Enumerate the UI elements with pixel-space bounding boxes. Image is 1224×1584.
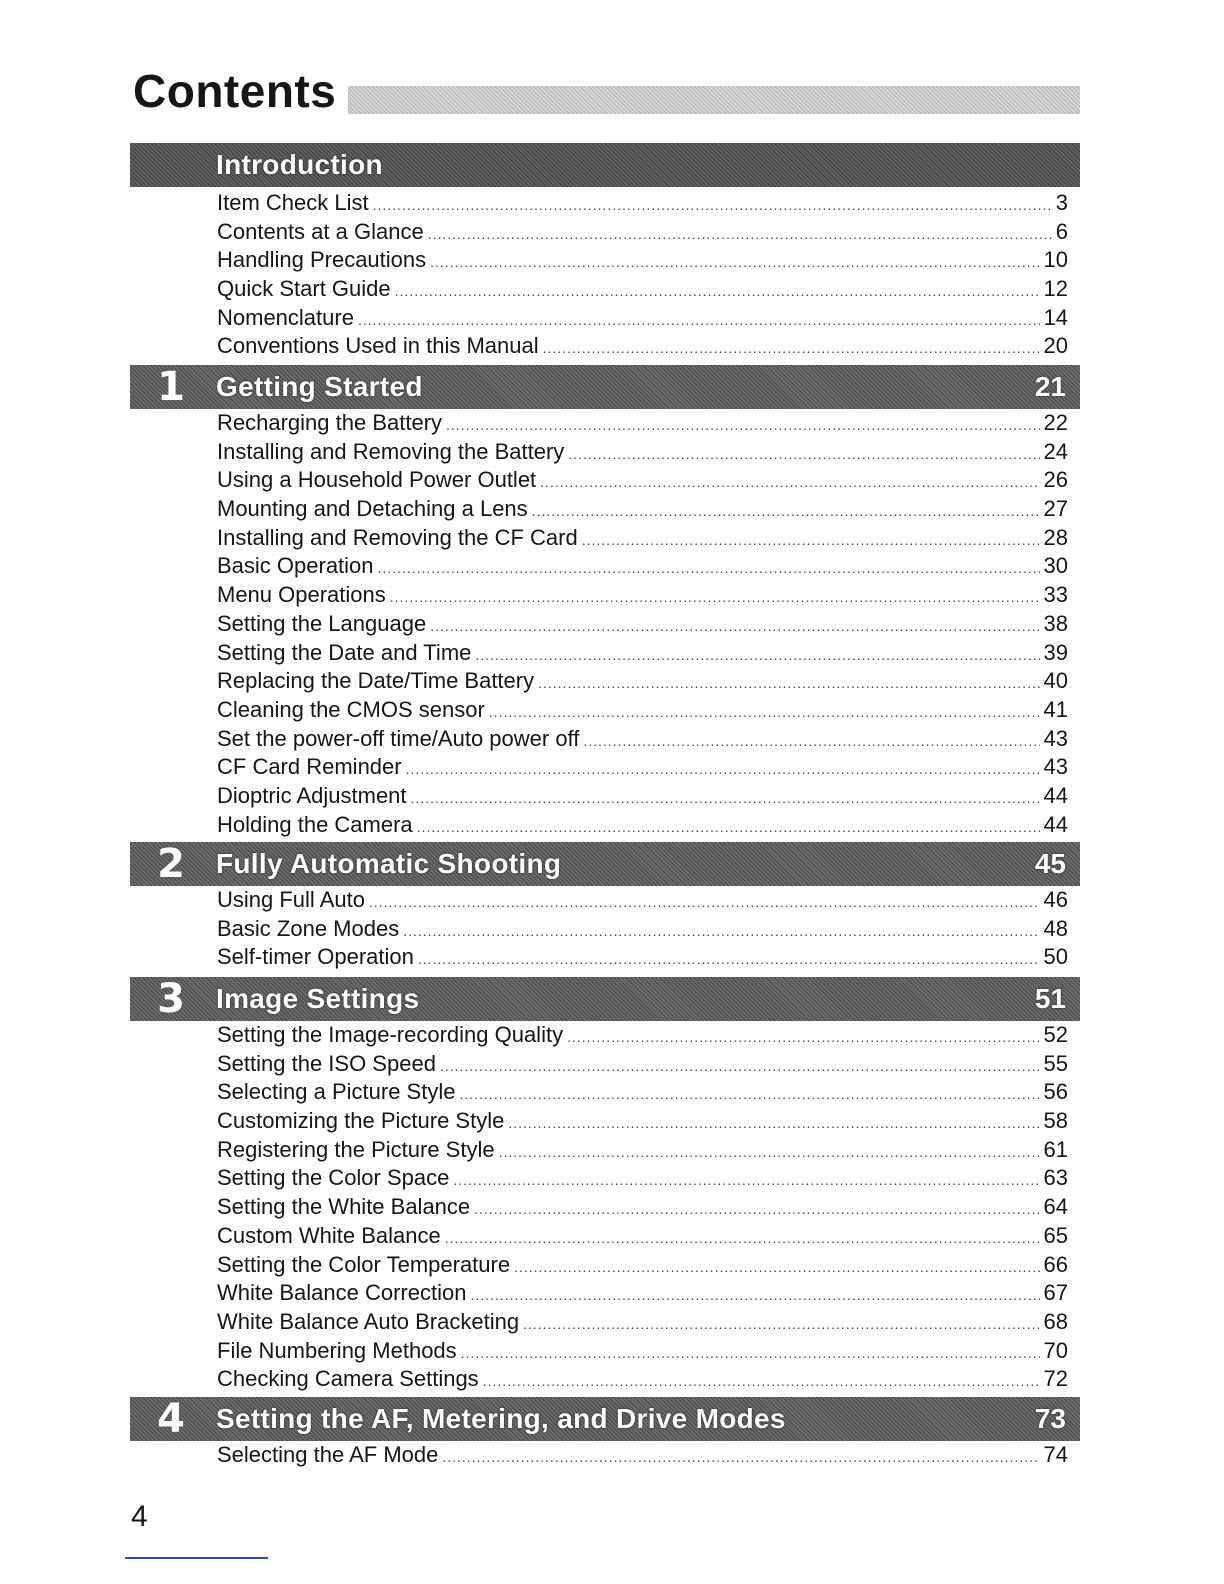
section-header-getting-started[interactable] (130, 365, 1080, 409)
toc-entry-page: 50 (1043, 944, 1068, 970)
toc-entry-page: 65 (1043, 1222, 1068, 1248)
toc-entry[interactable] (217, 524, 1068, 553)
toc-entry[interactable] (217, 304, 1068, 333)
toc-entry-page: 33 (1043, 582, 1068, 608)
section-title: Introduction (216, 149, 383, 180)
toc-entry[interactable] (217, 1251, 1068, 1280)
toc-entry-title: Using a Household Power Outlet (217, 467, 537, 493)
toc-entry[interactable] (217, 915, 1068, 944)
section-header-fully-automatic-shooting[interactable] (130, 842, 1080, 886)
toc-entry-title: Holding the Camera (217, 811, 413, 837)
section-number: 4 (157, 1396, 185, 1442)
dot-leader (428, 220, 1052, 249)
toc-entry[interactable] (217, 466, 1068, 495)
toc-entry-title: Checking Camera Settings (217, 1366, 479, 1392)
page-number: 4 (131, 1500, 148, 1533)
toc-entry-page: 55 (1043, 1050, 1068, 1076)
toc-entry[interactable] (217, 189, 1068, 218)
section-page: 73 (1034, 1403, 1066, 1434)
dot-leader (446, 411, 1039, 440)
section-title: Image Settings (216, 983, 420, 1014)
toc-entry[interactable] (217, 1078, 1068, 1107)
toc-entry-title: Using Full Auto (217, 887, 365, 912)
toc-list-fully-automatic-shooting (217, 886, 1068, 972)
dot-leader (445, 1224, 1040, 1253)
toc-entry-title: Replacing the Date/Time Battery (217, 668, 535, 694)
toc-entry-page: 10 (1043, 247, 1068, 273)
toc-entry[interactable] (217, 409, 1068, 438)
toc-entry-page: 22 (1043, 410, 1068, 435)
toc-entry-page: 38 (1043, 610, 1068, 636)
toc-entry-page: 26 (1043, 467, 1068, 493)
toc-entry[interactable] (217, 332, 1068, 361)
toc-entry-page: 52 (1043, 1022, 1068, 1047)
toc-entry-page: 40 (1043, 668, 1068, 694)
toc-entry-page: 41 (1043, 696, 1068, 722)
toc-entry-title: Basic Zone Modes (217, 915, 400, 941)
toc-entry-title: Setting the Color Temperature (217, 1251, 511, 1277)
toc-entry-page: 44 (1043, 811, 1068, 837)
section-header-image-settings[interactable] (130, 977, 1080, 1021)
dot-leader (430, 248, 1039, 277)
toc-entry-page: 44 (1043, 782, 1068, 808)
dot-leader (540, 468, 1039, 497)
section-number: 1 (157, 364, 185, 410)
dot-leader (489, 698, 1040, 727)
toc-entry-title: File Numbering Methods (217, 1337, 457, 1363)
section-title: Setting the AF, Metering, and Drive Modes (216, 1403, 786, 1434)
toc-entry-title: Self-timer Operation (217, 944, 414, 970)
toc-entry-title: CF Card Reminder (217, 754, 402, 780)
page-title: Contents (133, 65, 337, 117)
toc-entry[interactable] (217, 1107, 1068, 1136)
section-number: 2 (157, 841, 185, 887)
dot-leader (395, 277, 1040, 306)
toc-entry[interactable] (217, 1050, 1068, 1079)
toc-entry-page: 14 (1043, 304, 1068, 330)
toc-entry-title: Basic Operation (217, 553, 374, 579)
toc-entry[interactable] (217, 581, 1068, 610)
toc-entry-title: Item Check List (217, 190, 369, 215)
section-title: Fully Automatic Shooting (216, 848, 562, 879)
toc-entry-page: 24 (1043, 438, 1068, 464)
toc-entry-page: 6 (1055, 218, 1068, 244)
toc-entry-page: 39 (1043, 639, 1068, 665)
toc-entry[interactable] (217, 1365, 1068, 1394)
toc-entry[interactable] (217, 246, 1068, 275)
footer-rule (125, 1557, 268, 1559)
toc-entry[interactable] (217, 495, 1068, 524)
dot-leader (475, 641, 1039, 670)
toc-entry[interactable] (217, 1164, 1068, 1193)
section-page: 21 (1034, 371, 1066, 402)
toc-entry[interactable] (217, 782, 1068, 811)
toc-entry-page: 3 (1055, 190, 1068, 215)
toc-entry-page: 72 (1043, 1366, 1068, 1392)
section-page: 51 (1034, 983, 1066, 1014)
dot-leader (483, 1367, 1040, 1396)
toc-entry-page: 30 (1043, 553, 1068, 579)
toc-entry[interactable] (217, 886, 1068, 915)
dot-leader (369, 888, 1040, 917)
toc-entry-title: Registering the Picture Style (217, 1136, 495, 1162)
toc-entry-title: Contents at a Glance (217, 218, 424, 244)
dot-leader (538, 669, 1039, 698)
dot-leader (453, 1166, 1039, 1195)
toc-entry-title: White Balance Auto Bracketing (217, 1308, 520, 1334)
dot-leader (470, 1281, 1039, 1310)
toc-entry[interactable] (217, 1193, 1068, 1222)
toc-entry-title: Installing and Removing the Battery (217, 438, 565, 464)
toc-entry[interactable] (217, 552, 1068, 581)
toc-entry[interactable] (217, 725, 1068, 754)
dot-leader (514, 1253, 1039, 1282)
dot-leader (430, 612, 1039, 641)
toc-list-getting-started (217, 409, 1068, 839)
toc-entry-page: 20 (1043, 333, 1068, 359)
toc-entry[interactable] (217, 1337, 1068, 1366)
toc-entry-title: Setting the Image-recording Quality (217, 1022, 564, 1047)
toc-entry-page: 74 (1043, 1442, 1068, 1467)
dot-leader (582, 526, 1040, 555)
dot-leader (440, 1052, 1040, 1081)
toc-list-af-metering-drive (217, 1441, 1068, 1470)
dot-leader (390, 583, 1040, 612)
toc-entry-page: 48 (1043, 915, 1068, 941)
toc-entry[interactable] (217, 1222, 1068, 1251)
toc-entry[interactable] (217, 943, 1068, 972)
dot-leader (406, 755, 1040, 784)
toc-entry[interactable] (217, 811, 1068, 840)
toc-entry-title: Selecting the AF Mode (217, 1442, 439, 1467)
toc-entry-title: Handling Precautions (217, 247, 427, 273)
toc-entry-page: 56 (1043, 1079, 1068, 1105)
toc-entry-title: Dioptric Adjustment (217, 782, 407, 808)
dot-leader (378, 554, 1040, 583)
dot-leader (461, 1339, 1040, 1368)
toc-entry-title: Setting the Color Space (217, 1165, 450, 1191)
toc-entry[interactable] (217, 753, 1068, 782)
section-page: 45 (1034, 848, 1066, 879)
toc-entry[interactable] (217, 438, 1068, 467)
dot-leader (358, 306, 1040, 335)
toc-entry-page: 27 (1043, 496, 1068, 522)
toc-entry-page: 66 (1043, 1251, 1068, 1277)
toc-entry-page: 58 (1043, 1108, 1068, 1134)
toc-entry[interactable] (217, 610, 1068, 639)
dot-leader (474, 1195, 1039, 1224)
toc-entry-title: Setting the Language (217, 610, 427, 636)
toc-entry[interactable] (217, 1136, 1068, 1165)
dot-leader (499, 1138, 1040, 1167)
toc-entry-page: 63 (1043, 1165, 1068, 1191)
toc-entry-page: 61 (1043, 1136, 1068, 1162)
toc-entry-title: Cleaning the CMOS sensor (217, 696, 485, 722)
toc-entry[interactable] (217, 667, 1068, 696)
toc-entry-page: 43 (1043, 754, 1068, 780)
toc-entry-page: 46 (1043, 887, 1068, 912)
toc-entry-title: Installing and Removing the CF Card (217, 524, 578, 550)
toc-entry-page: 12 (1043, 276, 1068, 302)
dot-leader (567, 1023, 1039, 1052)
dot-leader (568, 440, 1039, 469)
toc-entry-title: Recharging the Battery (217, 410, 443, 435)
toc-entry-title: Conventions Used in this Manual (217, 333, 539, 359)
dot-leader (459, 1080, 1039, 1109)
toc-list-introduction (217, 189, 1068, 361)
section-header-introduction (130, 143, 1080, 187)
toc-entry-page: 64 (1043, 1194, 1068, 1220)
toc-entry-title: Quick Start Guide (217, 276, 391, 302)
toc-entry-title: Nomenclature (217, 304, 354, 330)
dot-leader (403, 917, 1039, 946)
toc-entry[interactable] (217, 696, 1068, 725)
section-title: Getting Started (216, 371, 423, 402)
toc-list-image-settings (217, 1021, 1068, 1394)
toc-entry-title: Setting the ISO Speed (217, 1050, 436, 1076)
dot-leader (523, 1310, 1039, 1339)
dot-leader (411, 784, 1040, 813)
dot-leader (508, 1109, 1039, 1138)
toc-entry[interactable] (217, 1021, 1068, 1050)
toc-entry[interactable] (217, 1441, 1068, 1470)
toc-entry-title: Setting the White Balance (217, 1194, 471, 1220)
toc-entry-page: 70 (1043, 1337, 1068, 1363)
toc-entry-title: Set the power-off time/Auto power off (217, 725, 580, 751)
toc-entry-title: Custom White Balance (217, 1222, 441, 1248)
toc-entry[interactable] (217, 639, 1068, 668)
toc-entry-page: 43 (1043, 725, 1068, 751)
toc-entry-title: Menu Operations (217, 582, 386, 608)
dot-leader (543, 334, 1040, 363)
section-number: 3 (157, 976, 185, 1022)
dot-leader (373, 191, 1052, 220)
section-header-af-metering-drive[interactable] (130, 1397, 1080, 1441)
toc-entry-title: White Balance Correction (217, 1280, 467, 1306)
toc-entry[interactable] (217, 1308, 1068, 1337)
dot-leader (583, 727, 1039, 756)
dot-leader (532, 497, 1040, 526)
toc-entry-title: Setting the Date and Time (217, 639, 472, 665)
dot-leader (417, 813, 1040, 842)
dot-leader (442, 1443, 1039, 1472)
toc-entry-page: 28 (1043, 524, 1068, 550)
toc-entry-title: Selecting a Picture Style (217, 1079, 456, 1105)
toc-entry[interactable] (217, 275, 1068, 304)
toc-entry-page: 68 (1043, 1308, 1068, 1334)
toc-entry[interactable] (217, 1279, 1068, 1308)
toc-entry-page: 67 (1043, 1280, 1068, 1306)
title-decoration-bar (348, 86, 1080, 114)
toc-entry-title: Customizing the Picture Style (217, 1108, 505, 1134)
dot-leader (418, 945, 1040, 974)
toc-entry-title: Mounting and Detaching a Lens (217, 496, 528, 522)
toc-entry[interactable] (217, 218, 1068, 247)
